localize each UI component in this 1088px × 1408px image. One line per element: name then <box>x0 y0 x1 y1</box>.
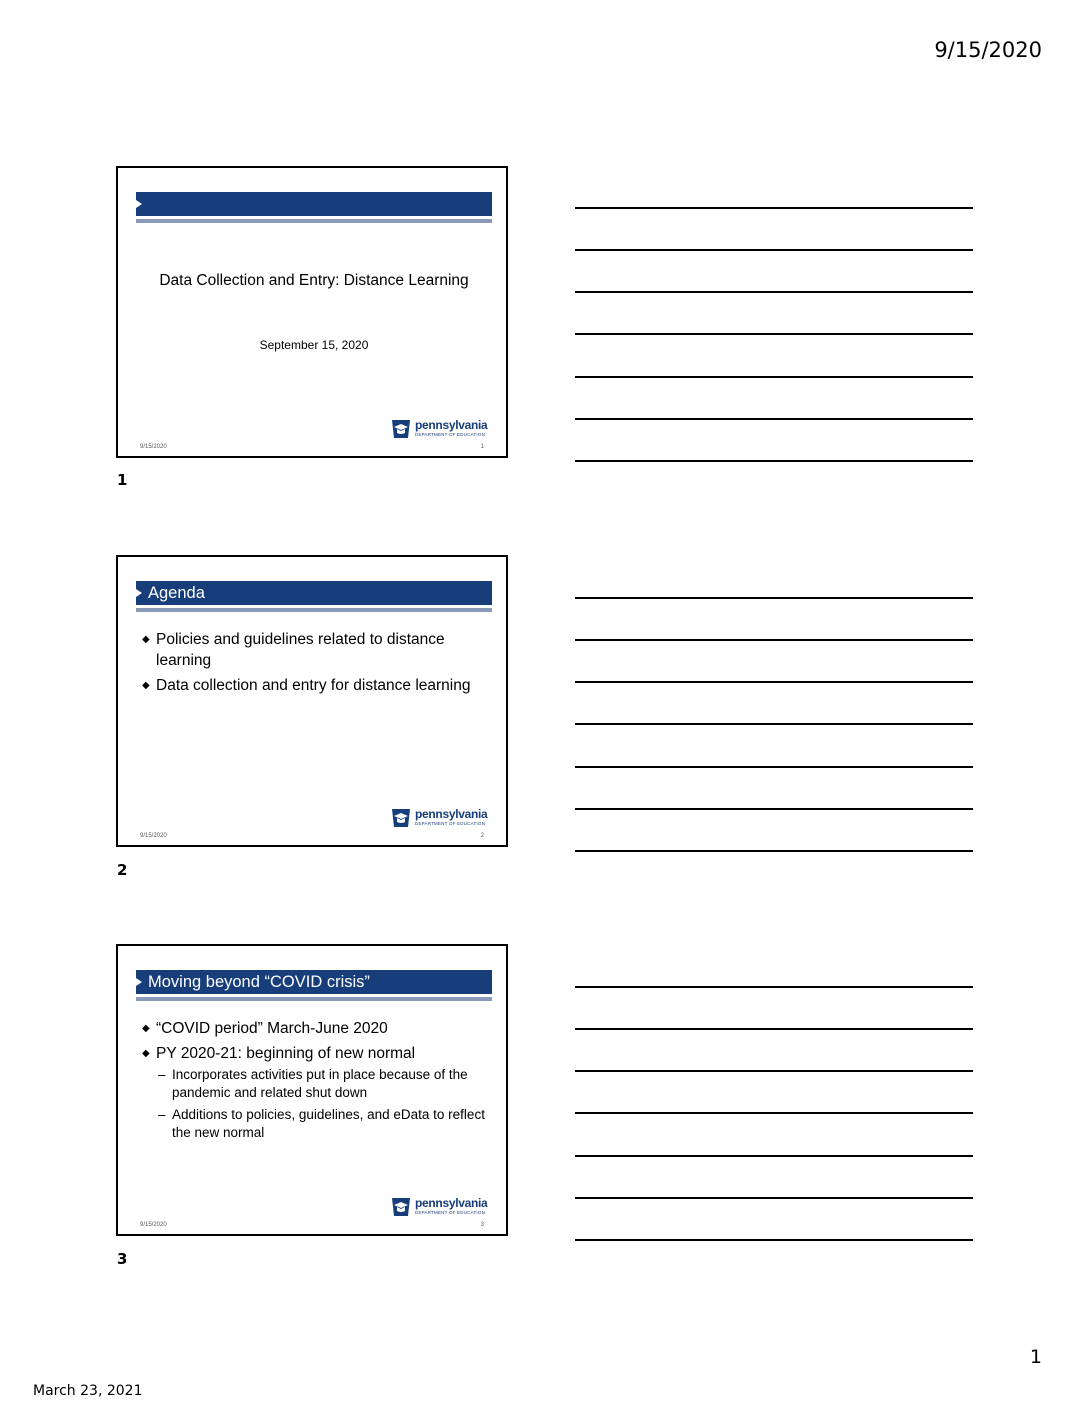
arrow-icon <box>136 200 142 208</box>
bullet-item <box>140 1018 492 1039</box>
note-line <box>575 808 973 810</box>
logo-name: pennsylvania <box>415 1196 488 1210</box>
keystone-graduation-cap-icon <box>390 418 412 440</box>
slide-2 <box>116 555 508 847</box>
logo-dept: DEPARTMENT OF EDUCATION <box>415 1210 486 1215</box>
note-line <box>575 1028 973 1030</box>
note-line <box>575 291 973 293</box>
slide-3 <box>116 944 508 1236</box>
note-line <box>575 1070 973 1072</box>
diamond-bullet-icon: ◆ <box>142 680 150 691</box>
diamond-bullet-icon: ◆ <box>142 634 150 645</box>
bullet-item <box>140 1043 492 1142</box>
dash-bullet-icon: – <box>158 1107 166 1122</box>
sub-bullet-text: Additions to policies, guidelines, and eData to reflect the new normal <box>172 1107 485 1140</box>
note-line <box>575 1197 973 1199</box>
note-line <box>575 249 973 251</box>
bullet-text: Policies and guidelines related to distance learning <box>156 631 445 669</box>
slide-footer-number: 1 <box>480 444 484 450</box>
sub-bullet-list <box>156 1066 492 1142</box>
arrow-icon <box>136 589 142 597</box>
slide-title: Moving beyond “COVID crisis” <box>148 973 370 991</box>
presentation-date: September 15, 2020 <box>259 338 369 352</box>
logo-dept: DEPARTMENT OF EDUCATION <box>415 821 486 826</box>
print-date: March 23, 2021 <box>33 1383 143 1399</box>
slide-title-bar <box>136 581 492 605</box>
note-line <box>575 460 973 462</box>
dash-bullet-icon: – <box>158 1067 166 1082</box>
slide-index-1: 1 <box>117 471 128 489</box>
slide-index-3: 3 <box>117 1250 128 1268</box>
note-line <box>575 207 973 209</box>
bullet-list <box>140 1018 492 1146</box>
sub-bullet-item <box>156 1066 492 1102</box>
slide-title-bar <box>136 192 492 216</box>
note-line <box>575 681 973 683</box>
slide-title: Agenda <box>148 584 205 602</box>
slide-footer-number: 2 <box>480 833 484 839</box>
note-line <box>575 1112 973 1114</box>
slide-index-2: 2 <box>117 861 128 879</box>
note-line <box>575 1155 973 1157</box>
pa-education-logo <box>390 418 492 442</box>
diamond-bullet-icon: ◆ <box>142 1023 150 1034</box>
note-line <box>575 418 973 420</box>
bullet-text: PY 2020-21: beginning of new normal <box>156 1045 416 1062</box>
note-line <box>575 766 973 768</box>
sub-bullet-text: Incorporates activities put in place because of the pandemic and related shut down <box>172 1067 468 1100</box>
keystone-graduation-cap-icon <box>390 807 412 829</box>
note-line <box>575 850 973 852</box>
note-line <box>575 723 973 725</box>
page-header-date: 9/15/2020 <box>934 38 1042 62</box>
slide-footer-date: 9/15/2020 <box>140 444 167 450</box>
pa-education-logo <box>390 1196 492 1220</box>
slide-footer-number: 3 <box>480 1222 484 1228</box>
slide-footer-date: 9/15/2020 <box>140 833 167 839</box>
note-line <box>575 333 973 335</box>
bullet-text: Data collection and entry for distance learning <box>156 677 471 694</box>
title-underline <box>136 997 492 1001</box>
note-line <box>575 376 973 378</box>
slide-title-bar <box>136 970 492 994</box>
note-line <box>575 597 973 599</box>
page-number: 1 <box>1029 1346 1042 1368</box>
logo-dept: DEPARTMENT OF EDUCATION <box>415 432 486 437</box>
slide-footer-date: 9/15/2020 <box>140 1222 167 1228</box>
title-underline <box>136 219 492 223</box>
bullet-text: “COVID period” March-June 2020 <box>156 1020 388 1037</box>
bullet-item <box>140 629 492 671</box>
keystone-graduation-cap-icon <box>390 1196 412 1218</box>
sub-bullet-item <box>156 1106 492 1142</box>
logo-name: pennsylvania <box>415 418 488 432</box>
diamond-bullet-icon: ◆ <box>142 1048 150 1059</box>
presentation-title: Data Collection and Entry: Distance Learning <box>159 272 469 289</box>
title-underline <box>136 608 492 612</box>
arrow-icon <box>136 978 142 986</box>
note-line <box>575 639 973 641</box>
note-line <box>575 1239 973 1241</box>
slide-1 <box>116 166 508 458</box>
note-line <box>575 986 973 988</box>
bullet-item <box>140 675 492 696</box>
logo-name: pennsylvania <box>415 807 488 821</box>
bullet-list <box>140 629 492 700</box>
pa-education-logo <box>390 807 492 831</box>
